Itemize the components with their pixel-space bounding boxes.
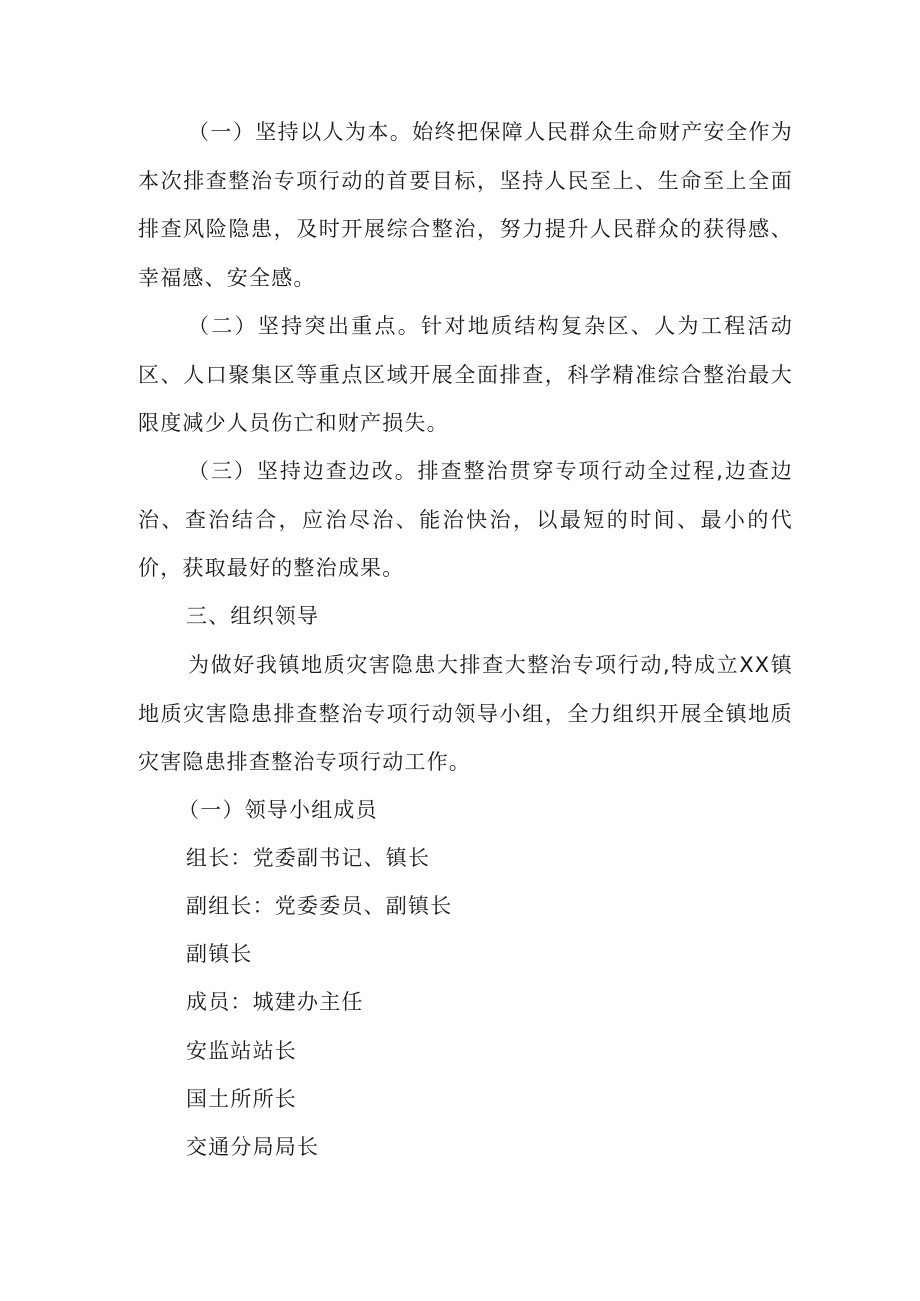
member-safety-station: 安监站站长 bbox=[186, 1039, 297, 1063]
principle-focus-key-areas: （二）坚持突出重点。针对地质结构复杂区、人为工程活动区、人口聚集区等重点区域开展全面排查，科学精准综合整治最大限度减少人员伤亡和财产损失。 bbox=[138, 314, 793, 435]
section-intro-paragraph: 为做好我镇地质灾害隐患大排查大整治专项行动,特成立XX镇地质灾害隐患排查整治专项行动领导小组，全力组织开展全镇地质灾害隐患排查整治专项行动工作。 bbox=[138, 653, 793, 774]
member-leader: 组长：党委副书记、镇长 bbox=[186, 846, 431, 870]
member-transport-bureau: 交通分局局长 bbox=[186, 1135, 320, 1159]
member-deputy-leader: 副组长：党委委员、副镇长 bbox=[186, 894, 453, 918]
principle-people-first: （一）坚持以人为本。始终把保障人民群众生命财产安全作为本次排查整治专项行动的首要目标，坚持人民至上、生命至上全面排查风险隐患，及时开展综合整治，努力提升人民群众的获得感、幸福感、安全感。 bbox=[138, 120, 793, 290]
subheading-leadership-members: （一）领导小组成员 bbox=[178, 798, 378, 822]
member-deputy-mayor: 副镇长 bbox=[186, 942, 253, 966]
member-urban-construction: 成员：城建办主任 bbox=[186, 990, 364, 1014]
member-land-office: 国土所所长 bbox=[186, 1087, 297, 1111]
principle-check-and-fix: （三）坚持边查边改。排查整治贯穿专项行动全过程,边查边治、查治结合，应治尽治、能治快治，以最短的时间、最小的代价，获取最好的整治成果。 bbox=[138, 459, 793, 580]
section-heading-organization: 三、组织领导 bbox=[186, 604, 320, 628]
